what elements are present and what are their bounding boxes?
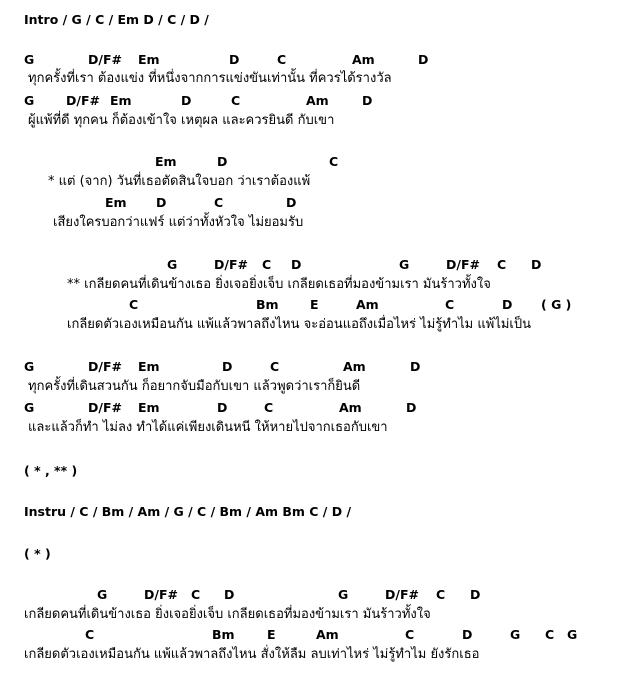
chord: D: [470, 587, 481, 602]
chord: Am: [352, 52, 375, 67]
chord: D: [502, 297, 513, 312]
chord: D: [217, 154, 228, 169]
pre-lyric-2: เสียงใครบอกว่าแฟร์ แต่ว่าทั้งหัวใจ ไม่ยอมรับ: [53, 215, 304, 230]
chord: D: [156, 195, 167, 210]
chord: Em: [155, 154, 177, 169]
chord: G: [338, 587, 349, 602]
chord: C: [85, 627, 95, 642]
chord: D/F#: [88, 400, 122, 415]
chord: D: [462, 627, 473, 642]
chord: C: [329, 154, 339, 169]
repeat-mark-2: ( * ): [24, 546, 51, 561]
chord: Em: [105, 195, 127, 210]
chord: G: [24, 52, 35, 67]
chord: G: [24, 400, 35, 415]
verse2-lyric-1: ทุกครั้งที่เดินสวนกัน ก็อยากจับมือกับเขา แล้วพูดว่าเราก็ยินดี: [28, 379, 361, 394]
chord: G: [24, 93, 35, 108]
chord: D: [406, 400, 417, 415]
chord: D/F#: [446, 257, 480, 272]
chord: D: [222, 359, 233, 374]
chord: C: [214, 195, 224, 210]
verse1-lyric-2: ผู้แพ้ที่ดี ทุกคน ก็ต้องเข้าใจ เหตุผล และควรยินดี กับเขา: [28, 113, 335, 128]
chord: D/F#: [66, 93, 100, 108]
chord: D/F#: [214, 257, 248, 272]
chord: Am: [316, 627, 339, 642]
verse1-lyric-1: ทุกครั้งที่เรา ต้องแข่ง ที่หนึ่งจากการแข่งขันเท่านั้น ที่ควรได้รางวัล: [28, 71, 392, 86]
pre-lyric-1: * แต่ (จาก) วันที่เธอตัดสินใจบอก ว่าเราต้องแพ้: [48, 174, 311, 189]
chord: Em: [110, 93, 132, 108]
verse2-lyric-2: และแล้วก็ทำ ไม่ลง ทำได้แค่เพียงเดินหนี ให้หายไปจากเธอกับเขา: [28, 420, 388, 435]
chord: G: [567, 627, 578, 642]
chord: G: [399, 257, 410, 272]
chord: Em: [138, 359, 160, 374]
chord: Am: [343, 359, 366, 374]
chord: D: [410, 359, 421, 374]
chord: C: [436, 587, 446, 602]
chord: D: [418, 52, 429, 67]
chord: G: [97, 587, 108, 602]
chord: D: [531, 257, 542, 272]
chord: C: [445, 297, 455, 312]
chorus-lyric-1: ** เกลียดคนที่เดินข้างเธอ ยิ่งเจอยิ่งเจ็บ เกลียดเธอที่มองข้ามเรา มันร้าวทั้งใจ: [67, 277, 491, 292]
repeat-mark-1: ( * , ** ): [24, 463, 78, 478]
chord: Bm: [256, 297, 279, 312]
chord: E: [310, 297, 319, 312]
chord: D: [286, 195, 297, 210]
intro-line: Intro / G / C / Em D / C / D /: [24, 12, 209, 27]
chord: Bm: [212, 627, 235, 642]
chord: C: [264, 400, 274, 415]
chord: C: [545, 627, 555, 642]
chord: E: [267, 627, 276, 642]
chord: C: [277, 52, 287, 67]
chord: G: [24, 359, 35, 374]
chorus-lyric-2: เกลียดตัวเองเหมือนกัน แพ้แล้วพาลถึงไหน จะอ่อนแอถึงเมื่อไหร่ ไม่รู้ทำไม แพ้ไม่เป็น: [67, 317, 532, 332]
chord: D/F#: [88, 52, 122, 67]
chord: D: [362, 93, 373, 108]
chord: C: [231, 93, 241, 108]
chord: D/F#: [385, 587, 419, 602]
chord: C: [270, 359, 280, 374]
chord: D: [217, 400, 228, 415]
chord: C: [405, 627, 415, 642]
instru-line: Instru / C / Bm / Am / G / C / Bm / Am Bm C / D /: [24, 504, 352, 519]
chord: D: [291, 257, 302, 272]
outro-lyric-2: เกลียดตัวเองเหมือนกัน แพ้แล้วพาลถึงไหน สั่งให้ลืม ลบเท่าไหร่ ไม่รู้ทำไม ยังรักเธอ: [24, 647, 480, 662]
outro-lyric-1: เกลียดคนที่เดินข้างเธอ ยิ่งเจอยิ่งเจ็บ เกลียดเธอที่มองข้ามเรา มันร้าวทั้งใจ: [24, 607, 431, 622]
chord: Em: [138, 400, 160, 415]
chord: C: [497, 257, 507, 272]
chord: D/F#: [144, 587, 178, 602]
chord: Am: [339, 400, 362, 415]
chord: ( G ): [541, 297, 572, 312]
chord: C: [129, 297, 139, 312]
chord: D: [224, 587, 235, 602]
chord: Am: [306, 93, 329, 108]
chord: Am: [356, 297, 379, 312]
chord: G: [167, 257, 178, 272]
chord: Em: [138, 52, 160, 67]
chord: D: [229, 52, 240, 67]
chord: D: [181, 93, 192, 108]
chord: C: [191, 587, 201, 602]
chord: C: [262, 257, 272, 272]
chord: D/F#: [88, 359, 122, 374]
chord: G: [510, 627, 521, 642]
